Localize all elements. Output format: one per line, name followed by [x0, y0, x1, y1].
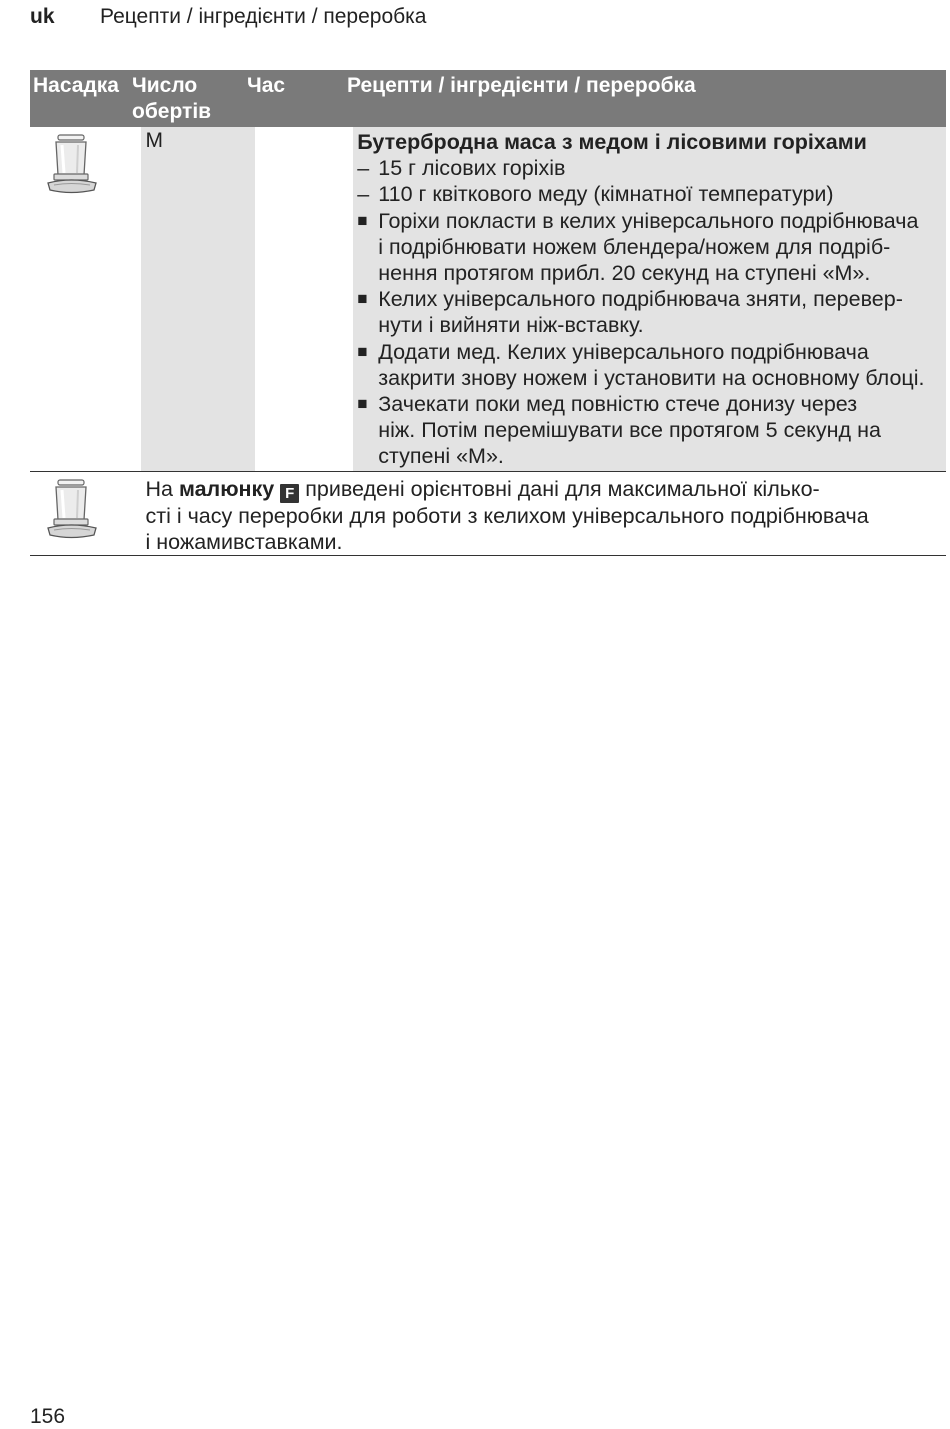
square-bullet-icon: ■ [357, 289, 368, 309]
universal-chopper-bowl-icon [44, 133, 100, 197]
column-header-recipe: Рецепти / інгредієнти / переробка [347, 74, 696, 97]
time-cell [255, 127, 353, 471]
language-code: uk [30, 5, 55, 28]
dash-marker: – [357, 182, 370, 207]
square-bullet-icon: ■ [357, 341, 368, 361]
attachment-cell [30, 472, 141, 555]
step-item: ■ Келих універсального подрібнювача зняти, перевер- нути і вийняти ніж-вставку. [357, 287, 903, 338]
section-title: Рецепти / інгредієнти / переробка [100, 5, 427, 28]
dash-marker: – [357, 156, 370, 181]
note-text: На малюнку F приведені орієнтовні дані для максимальної кілько- сті і часу переробки для роботи з келихом універсального подрібнювача і ножамивставками. [145, 477, 869, 555]
ingredient-item: – 110 г квіткового меду (кімнатної температури) [357, 182, 834, 207]
step-item: ■ Горіхи покласти в келих універсального подрібнювача і подрібнювати ножем блендера/ножем для подріб- нення протягом прибл. 20 секунд на ступені «М». [357, 208, 919, 286]
universal-chopper-bowl-icon [44, 478, 100, 542]
square-bullet-icon: ■ [357, 210, 368, 230]
page-header [30, 5, 426, 29]
table-row [30, 127, 946, 472]
square-bullet-icon: ■ [357, 394, 368, 414]
step-item: ■ Додати мед. Келих універсального подрібнювача закрити знову ножем і установити на основному блоці. [357, 339, 925, 390]
speed-cell: M [141, 127, 254, 471]
recipe-title: Бутербродна маса з медом і лісовими горіхами [357, 130, 867, 154]
table-row [30, 472, 946, 556]
step-item: ■ Зачекати поки мед повністю стече донизу через ніж. Потім перемішувати все протягом 5 секунд на ступені «М». [357, 392, 881, 469]
page-number: 156 [30, 1405, 66, 1428]
column-header-time: Час [247, 74, 286, 97]
column-header-speed: Число обертів [132, 74, 212, 123]
figure-reference: малюнку [178, 477, 275, 501]
ingredient-item: – 15 г лісових горіхів [357, 156, 566, 181]
figure-label-badge: F [280, 484, 299, 503]
attachment-cell [30, 127, 141, 471]
column-header-attachment: Насадка [33, 74, 119, 97]
recipe-cell [353, 127, 946, 471]
recipe-table [30, 70, 946, 556]
table-header [30, 70, 946, 127]
